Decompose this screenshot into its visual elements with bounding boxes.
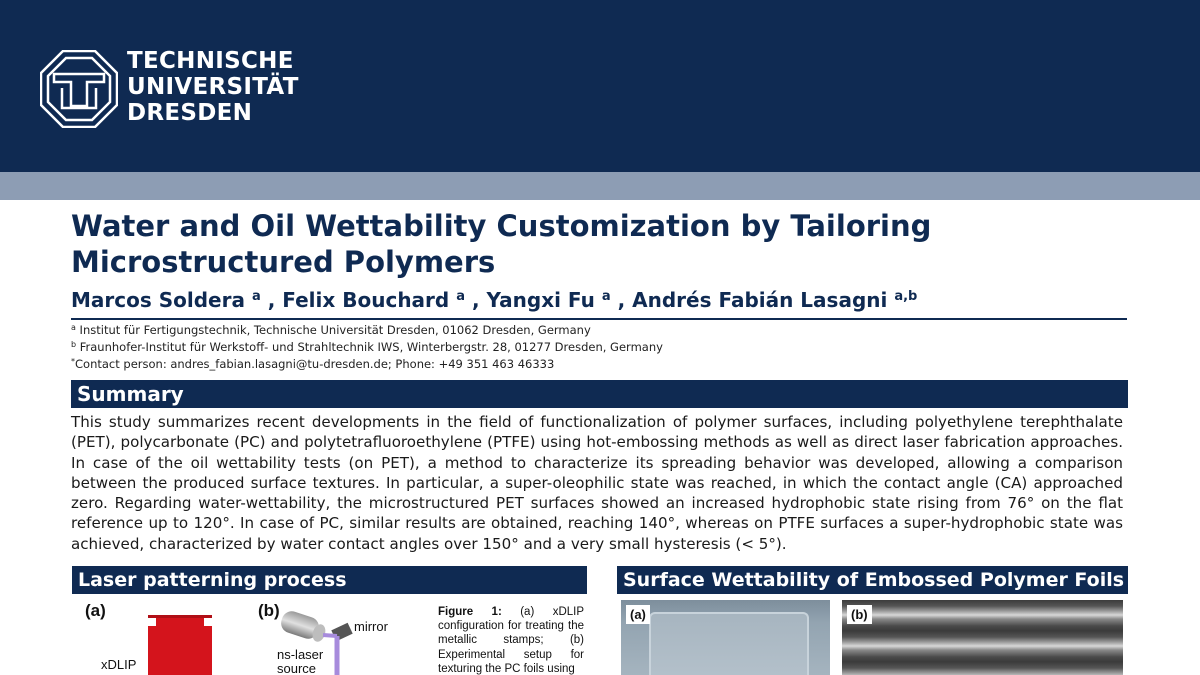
summary-heading: Summary — [71, 380, 1128, 408]
affiliation-text: Institut für Fertigungstechnik, Technische Universität Dresden, 01062 Dresden, Germany — [75, 323, 591, 337]
contact-text: Contact person: andres_fabian.lasagni@tu-dresden.de; Phone: +49 351 463 46333 — [75, 357, 555, 371]
box-corner — [204, 618, 212, 626]
author-name: , Andrés Fabián Lasagni — [617, 288, 888, 312]
surface-wettability-heading: Surface Wettability of Embossed Polymer Foils — [617, 566, 1128, 594]
box-corner — [148, 618, 156, 626]
photo-panel-label-b: (b) — [847, 605, 872, 624]
poster-title: Water and Oil Wettability Customization by Tailoring Microstructured Polymers — [71, 209, 932, 279]
affiliation-a — [71, 323, 591, 337]
polymer-foil-sample — [649, 612, 809, 675]
contact-mark: * — [71, 357, 75, 366]
laser-source-label-line2: source — [277, 661, 317, 675]
affiliation-text: Fraunhofer-Institut für Werkstoff- und Strahltechnik IWS, Winterbergstr. 28, 01277 Dresden, Germany — [76, 340, 663, 354]
figure-1-caption — [438, 605, 584, 675]
tu-dresden-logo-icon — [40, 50, 118, 128]
wordmark-line-3: DRESDEN — [127, 100, 253, 126]
header-banner — [0, 0, 1200, 172]
author-name: Marcos Soldera — [71, 288, 245, 312]
author-affiliation-mark: a — [601, 289, 611, 304]
caption-text: (a) xDLIP configuration for treating the metallic stamps; (b) Experimental setup for texturing the PC foils using — [438, 606, 585, 675]
author-name: , Yangxi Fu — [471, 288, 595, 312]
affiliation-b — [71, 340, 663, 354]
laser-patterning-heading: Laser patterning process — [72, 566, 587, 594]
university-wordmark — [127, 48, 299, 126]
caption-figure-number: Figure 1: — [438, 606, 502, 618]
author-affiliation-mark: a,b — [894, 289, 918, 304]
author-name: , Felix Bouchard — [267, 288, 450, 312]
affiliation-mark: b — [71, 340, 77, 349]
author-affiliation-mark: a — [456, 289, 465, 304]
laser-source-label-line1: ns-laser — [277, 647, 324, 662]
summary-paragraph: This study summarizes recent developments in the field of functionalization of polymer surfaces, including polyethylene terephthalate (PET), polycarbonate (PC) and polytetrafluoroethylene (PTFE) using hot-embossing methods as well as direct laser fabrication approaches. In case of the oil wettability tests (on PET), a method to characterize its spreading behavior was developed, allowing a comparison between the produced surface textures. In particular, a super-oleophilic state was reached, in which the contact angle (CA) approached zero. Regarding water-wettability, the microstructured PET surfaces showed an increased hydrophobic state rising from 76° on the flat reference up to 120°. In case of PC, similar results are obtained, reaching 140°, whereas on PTFE surfaces a super-hydrophobic state was achieved, characterized by water contact angles over 150° and a very small hysteresis (< 5°). — [71, 413, 1123, 553]
sem-micrograph-photo — [842, 600, 1123, 675]
author-list — [71, 288, 917, 312]
contact-line — [71, 357, 554, 371]
embossed-foil-photo — [621, 600, 830, 675]
xdlip-label: xDLIP — [101, 657, 137, 672]
figure-panel-label-b: (b) — [258, 601, 280, 620]
mirror-label: mirror — [354, 619, 388, 634]
title-rule — [71, 318, 1127, 320]
wordmark-line-1: TECHNISCHE — [127, 48, 294, 74]
xdlip-optics-box — [148, 615, 212, 675]
affiliation-mark: a — [71, 323, 76, 332]
photo-panel-label-a: (a) — [626, 605, 650, 624]
figure-panel-label-a: (a) — [85, 601, 106, 620]
author-affiliation-mark: a — [251, 289, 261, 304]
wordmark-line-2: UNIVERSITÄT — [127, 74, 299, 100]
header-divider-strip — [0, 172, 1200, 200]
